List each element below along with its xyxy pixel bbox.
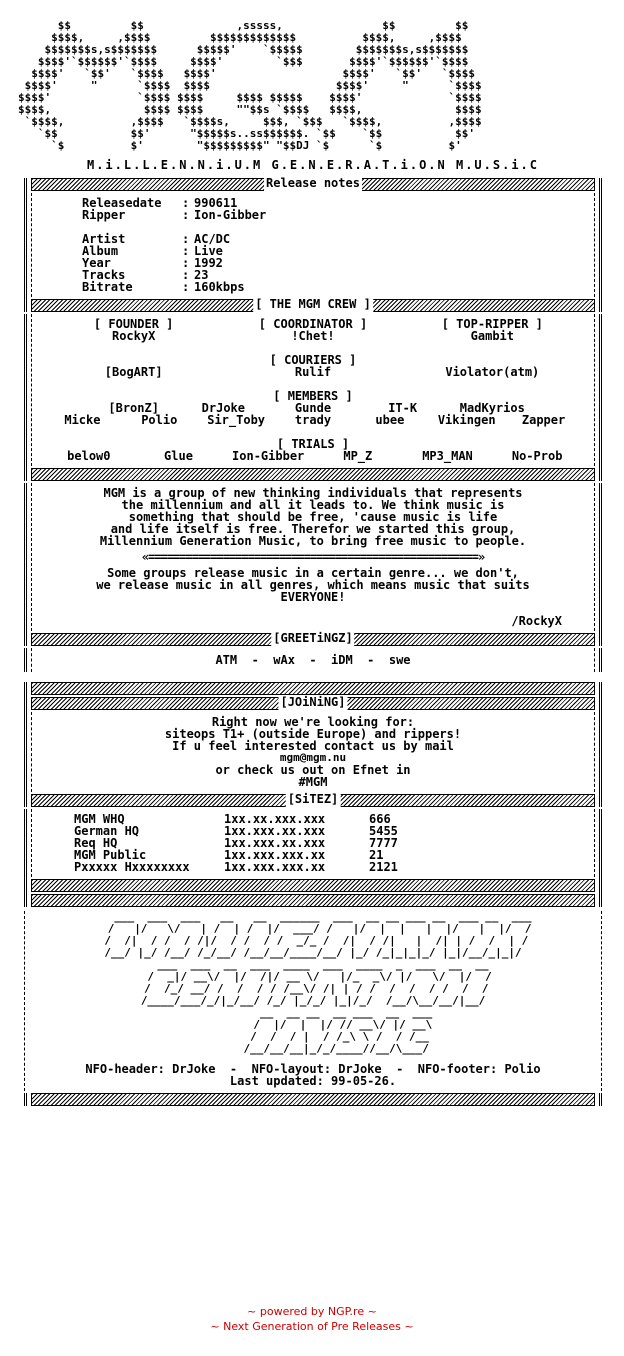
crew-header-bar (31, 299, 595, 312)
sites-header-bar (31, 794, 595, 807)
kv-value: 160kbps (194, 280, 245, 294)
member-name: Micke (64, 413, 101, 427)
joining-line: If u feel interested contact us by mail (172, 739, 454, 753)
nfo-credits: NFO-header: DrJoke - NFO-layout: DrJoke - NFO-footer: Polio (85, 1062, 541, 1076)
about-line: something that should be free, 'cause music is life (128, 510, 498, 524)
coordinator-label: [ COORDINATOR ] (258, 317, 368, 331)
kv-row: Ripper : Ion-Gibber (44, 209, 582, 221)
trial-name: Ion-Gibber (232, 449, 305, 463)
site-ip: 1xx.xxx.xxx.xx (224, 860, 326, 874)
member-name: DrJoke (201, 401, 245, 415)
site-number: 5455 (369, 824, 398, 838)
courier-name: Rulif (294, 365, 332, 379)
joining-header-bar (31, 697, 595, 710)
trial-name: MP_Z (343, 449, 373, 463)
footer-box (24, 911, 602, 1091)
member-name: Sir_Toby (207, 413, 266, 427)
member-name: IT-K (388, 401, 418, 415)
sites-box (24, 809, 602, 907)
powered-by-tagline: ~ Next Generation of Pre Releases ~ (210, 1320, 414, 1333)
joining-line: siteops T1+ (outside Europe) and rippers! (164, 727, 462, 741)
joining-line: Right now we're looking for: (211, 715, 415, 729)
trials-row (44, 450, 582, 462)
kv-key: Year (82, 256, 111, 270)
coordinator-name: !Chet! (291, 329, 335, 343)
site-ip: 1xx.xxx.xx.xxx (224, 824, 326, 838)
site-number: 2121 (369, 860, 398, 874)
site-name: German HQ (74, 824, 140, 838)
powered-by: ~ powered by NGP.re ~ (247, 1305, 377, 1318)
kv-key: Tracks (82, 268, 126, 282)
topripper-name: Gambit (470, 329, 514, 343)
site-number: 21 (369, 848, 384, 862)
kv-value: 1992 (194, 256, 223, 270)
about-box (24, 483, 602, 646)
about-section (31, 483, 595, 631)
topripper-label: [ TOP-RIPPER ] (441, 317, 543, 331)
member-name: Polio (141, 413, 178, 427)
member-name: ubee (375, 413, 405, 427)
site-name: Pxxxxx Hxxxxxxxx (74, 860, 190, 874)
footer-top-bar (31, 894, 595, 907)
courier-name: Violator(atm) (445, 365, 540, 379)
crew-section (31, 314, 595, 466)
kv-row: Releasedate : 990611 (44, 197, 582, 209)
about-line: MGM is a group of new thinking individuals that represents (103, 486, 523, 500)
millennium-generation-music-art: ___ ___ ___ __ __ ______ ___ __ __ ___ __ ___ __ ___ / |/ \/ | / | / |/ ___/ / |/ | | | |/ | |/ / / /| / / / /|/ / / / / _/_ / /| / /| | /| | / / | / /__/ |_/ /__/ /_/__/ /__/__/____/__/ |_/ /_|_|_|_/ |_|/__/_|_|/ ___ ___ __ ___ ____ ___ ____ _ ___ __ __ / _|/ __\/ |/ /|/ __ \/ |/_ _\/ |/ \/ |/ / / /_/ __/ / / / / /__\/ /| | / / / / / / / / /____/___/_/|_/__/ /_/ |_/_/ |_|/_/ /__/\__/__/|__/ __ __ __ __ ___ __ ___ / |/ | |/ // __\/ |/ __\ / / / | / /_\ \ / / /__ /__/__/__|_/_/____//__/\___/ (104, 910, 532, 1055)
member-name: [BronZ] (108, 401, 159, 415)
site-ip: 1xx.xxx.xxx.xx (224, 848, 326, 862)
kv-row: Tracks : 23 (44, 269, 582, 281)
about-line: EVERYONE! (280, 590, 346, 604)
about-line: Millennium Generation Music, to bring free music to people. (99, 534, 527, 548)
kv-key: Album (82, 244, 119, 258)
site-name: MGM Public (74, 848, 147, 862)
trial-name: No-Prob (511, 449, 563, 463)
joining-channel: #MGM (298, 775, 328, 789)
member-name: trady (294, 413, 332, 427)
couriers-row (44, 366, 582, 378)
sites-header: [SiTEZ] (287, 792, 339, 806)
about-line: Some groups release music in a certain genre... we don't, (107, 566, 519, 580)
kv-key: Ripper (82, 208, 126, 222)
members-label: [ MEMBERS ] (273, 389, 353, 403)
release-notes-header-bar (31, 178, 595, 191)
kv-value: Ion-Gibber (194, 208, 267, 222)
joining-top-bar (31, 682, 595, 695)
joining-line: or check us out on Efnet in (215, 763, 411, 777)
kv-value: 23 (194, 268, 209, 282)
joining-box (24, 682, 602, 807)
kv-row: Artist : AC/DC (44, 233, 582, 245)
member-name: Zapper (521, 413, 566, 427)
greetings-box (24, 648, 602, 672)
site-number: 7777 (369, 836, 398, 850)
kv-value: Live (194, 244, 223, 258)
tagline: M.i.L.L.E.N.N.i.U.M G.E.N.E.R.A.T.i.O.N M.U.S.i.C (86, 158, 539, 172)
nfo-document (18, 20, 608, 1108)
credits-section (29, 1059, 597, 1091)
trial-name: MP3_MAN (422, 449, 473, 463)
about-line: the millennium and all it leads to. We think music is (121, 498, 505, 512)
crew-names-row (44, 330, 582, 342)
greetings-header: [GREETiNGZ] (273, 631, 353, 645)
kv-key: Bitrate (82, 280, 133, 294)
site-ip: 1xx.xx.xxx.xxx (224, 812, 326, 826)
about-line: and life itself is free. Therefor we started this group, (110, 522, 516, 536)
release-notes-box (24, 178, 602, 312)
bottom-box (24, 1093, 602, 1106)
member-name: MadKyrios (459, 401, 525, 415)
site-row (44, 861, 582, 873)
kv-value: 990611 (194, 196, 238, 210)
crew-box (24, 314, 602, 481)
about-divider: «=====================================================» (141, 550, 485, 564)
member-name: Gunde (294, 401, 332, 415)
kv-row: Year : 1992 (44, 257, 582, 269)
last-updated: Last updated: 99-05-26. (229, 1074, 397, 1088)
joining-section (31, 712, 595, 792)
release-notes-header: Release notes (266, 176, 360, 190)
greetings-section (31, 648, 595, 672)
sites-section (31, 809, 595, 877)
founder-name: RockyX (111, 329, 156, 343)
release-notes-section (31, 193, 595, 297)
courier-name: [BogART] (104, 365, 163, 379)
site-name: Req HQ (74, 836, 118, 850)
kv-value: AC/DC (194, 232, 231, 246)
sites-bottom-bar (31, 879, 595, 892)
about-header-bar (31, 468, 595, 481)
kv-row: Album : Live (44, 245, 582, 257)
couriers-label: [ COURIERS ] (269, 353, 357, 367)
members-row-2 (44, 414, 582, 426)
site-number: 666 (369, 812, 391, 826)
site-ip: 1xx.xxx.xx.xxx (224, 836, 326, 850)
member-name: Vikingen (437, 413, 496, 427)
kv-row: Bitrate : 160kbps (44, 281, 582, 293)
bottom-bar (31, 1093, 595, 1106)
crew-header: [ THE MGM CREW ] (255, 297, 371, 311)
trials-label: [ TRIALS ] (276, 437, 350, 451)
joining-email: mgm@mgm.nu (279, 751, 347, 764)
joining-header: [JOiNiNG] (280, 695, 346, 709)
founder-label: [ FOUNDER ] (93, 317, 174, 331)
about-line: we release music in all genres, which means music that suits (96, 578, 530, 592)
trial-name: Glue (164, 449, 193, 463)
greetings-header-bar (31, 633, 595, 646)
trial-name: below0 (67, 449, 111, 463)
about-signature: /RockyX (511, 614, 562, 628)
greetings-text: ATM - wAx - iDM - swe (215, 653, 411, 667)
kv-key: Releasedate (82, 196, 162, 210)
site-name: MGM WHQ (74, 812, 125, 826)
kv-key: Artist (82, 232, 126, 246)
mgm-ascii-logo: $$ $$ ,sssss, $$ $$ $$$$, ,$$$$ $$$$$$$$$$$$$ $$$$, ,$$$$ $$$$$$$s,s$$$$$$$ $$$$$' `$$$$$ $$$$$$$s,s$$$$$$$ $$$$'`$$$$$$'`$$$$ $$$$' `$$$ $$$$'`$$$$$$'`$$$$ $$$$' `$$' `$$$$ $$$$' $$$$' `$$' `$$$$ $$$$' " `$$$$ $$$$ $$$$' " `$$$$ $$$$' `$$$$ $$$$ $$$$ $$$$$ $$$$' `$$$$ $$$$, $$$$ $$$$ ""$$s `$$$$ $$$$, $$$$ `$$$$, ,$$$$ `$$$$s, $$$, `$$$ `$$$$, ,$$$$ `$$ $$' "$$$$$s..ss$$$$$$. `$$ `$$ $$' `$ $' "$$$$$$$$$" "$$DJ `$ `$ $' (18, 19, 482, 152)
